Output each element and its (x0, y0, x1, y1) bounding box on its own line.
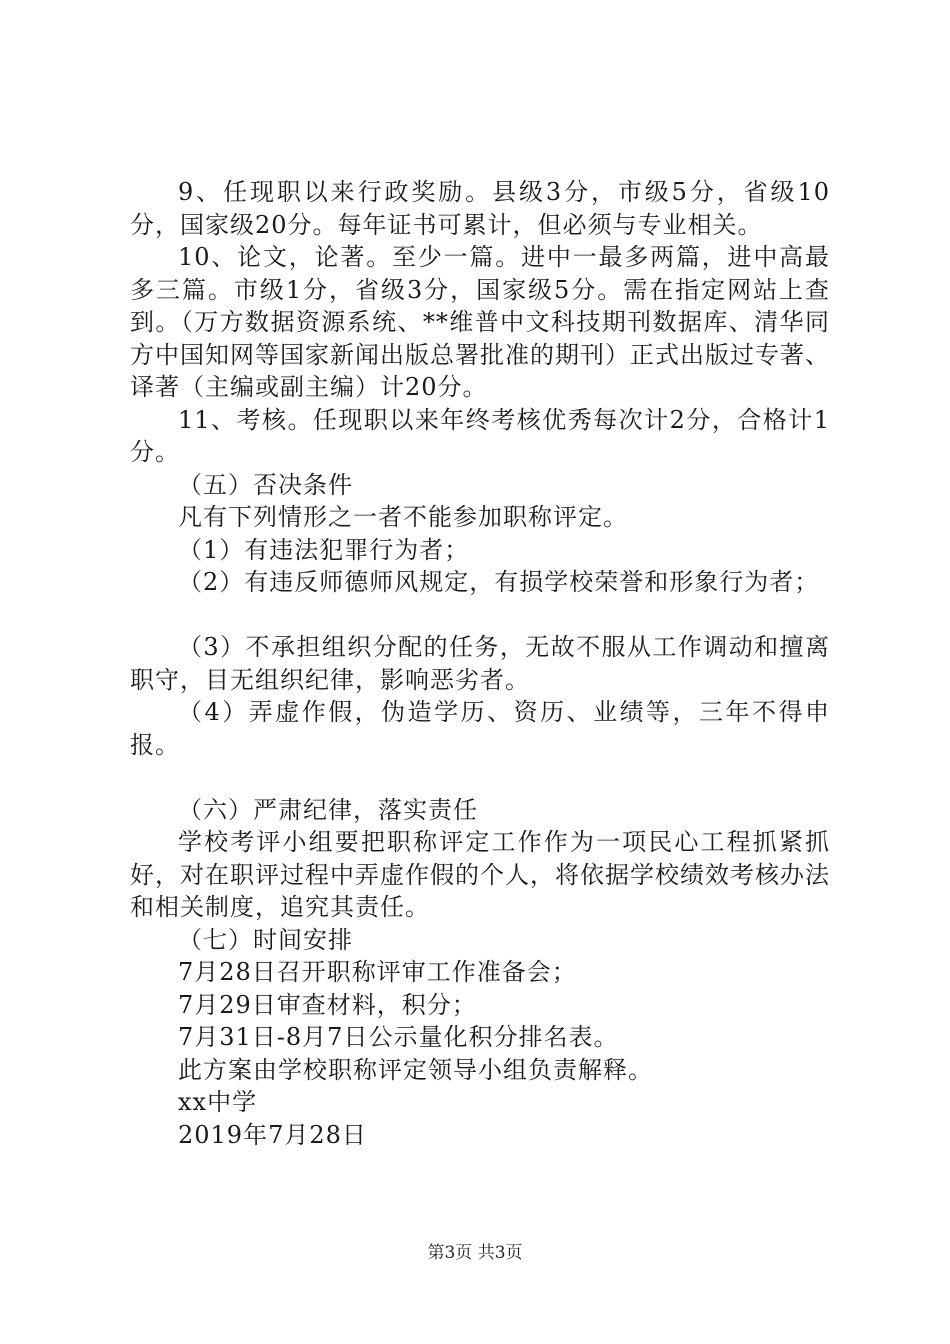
page-number-label: 第3页 共3页 (427, 1243, 523, 1263)
blank-line (130, 761, 830, 794)
signature-school: xx中学 (178, 1088, 258, 1116)
list-item-veto-4: （4）弄虚作假，伪造学历、资历、业绩等，三年不得申报。 (130, 698, 830, 759)
schedule-item-3: 7月31日-8月7日公示量化积分排名表。 (178, 1023, 619, 1051)
document-body (130, 176, 830, 1151)
paragraph-discipline: 学校考评小组要把职称评定工作作为一项民心工程抓紧抓好，对在职评过程中弄虚作假的个人，将依据学校绩效考核办法和相关制度，追究其责任。 (130, 828, 830, 921)
list-item-veto-2: （2）有违反师德师风规定，有损学校荣誉和形象行为者； (178, 568, 820, 596)
paragraph-item-10-papers: 10、论文，论著。至少一篇。进中一最多两篇，进中高最多三篇。市级1分，省级3分，国家级5分。需在指定网站上查到。（万方数据资源系统、**维普中文科技期刊数据库、清华同方中国知网等国家新闻出版总署批准的期刊）正式出版过专著、译著（主编或副主编）计20分。 (130, 243, 830, 401)
paragraph-interpretation: 此方案由学校职称评定领导小组负责解释。 (178, 1055, 653, 1084)
paragraph-item-9-awards: 9、任现职以来行政奖励。县级3分，市级5分，省级10分，国家级20分。每年证书可累计，但必须与专业相关。 (130, 178, 830, 239)
section-heading-discipline: （六）严肃纪律，落实责任 (178, 795, 478, 824)
signature-date: 2019年7月28日 (178, 1120, 367, 1149)
paragraph-item-11-assessment: 11、考核。任现职以来年终考核优秀每次计2分，合格计1分。 (130, 405, 830, 466)
section-heading-schedule: （七）时间安排 (178, 925, 353, 954)
paragraph-veto-intro: 凡有下列情形之一者不能参加职称评定。 (178, 503, 628, 531)
section-heading-veto-conditions: （五）否决条件 (178, 470, 353, 499)
page-footer (0, 1243, 950, 1263)
list-item-veto-1: （1）有违法犯罪行为者； (178, 535, 470, 564)
schedule-item-1: 7月28日召开职称评审工作准备会； (178, 958, 577, 986)
list-item-veto-3: （3）不承担组织分配的任务，无故不服从工作调动和擅离职守，目无组织纪律，影响恶劣者。 (130, 633, 830, 694)
schedule-item-2: 7月29日审查材料，积分； (178, 990, 477, 1019)
blank-line (130, 599, 830, 632)
